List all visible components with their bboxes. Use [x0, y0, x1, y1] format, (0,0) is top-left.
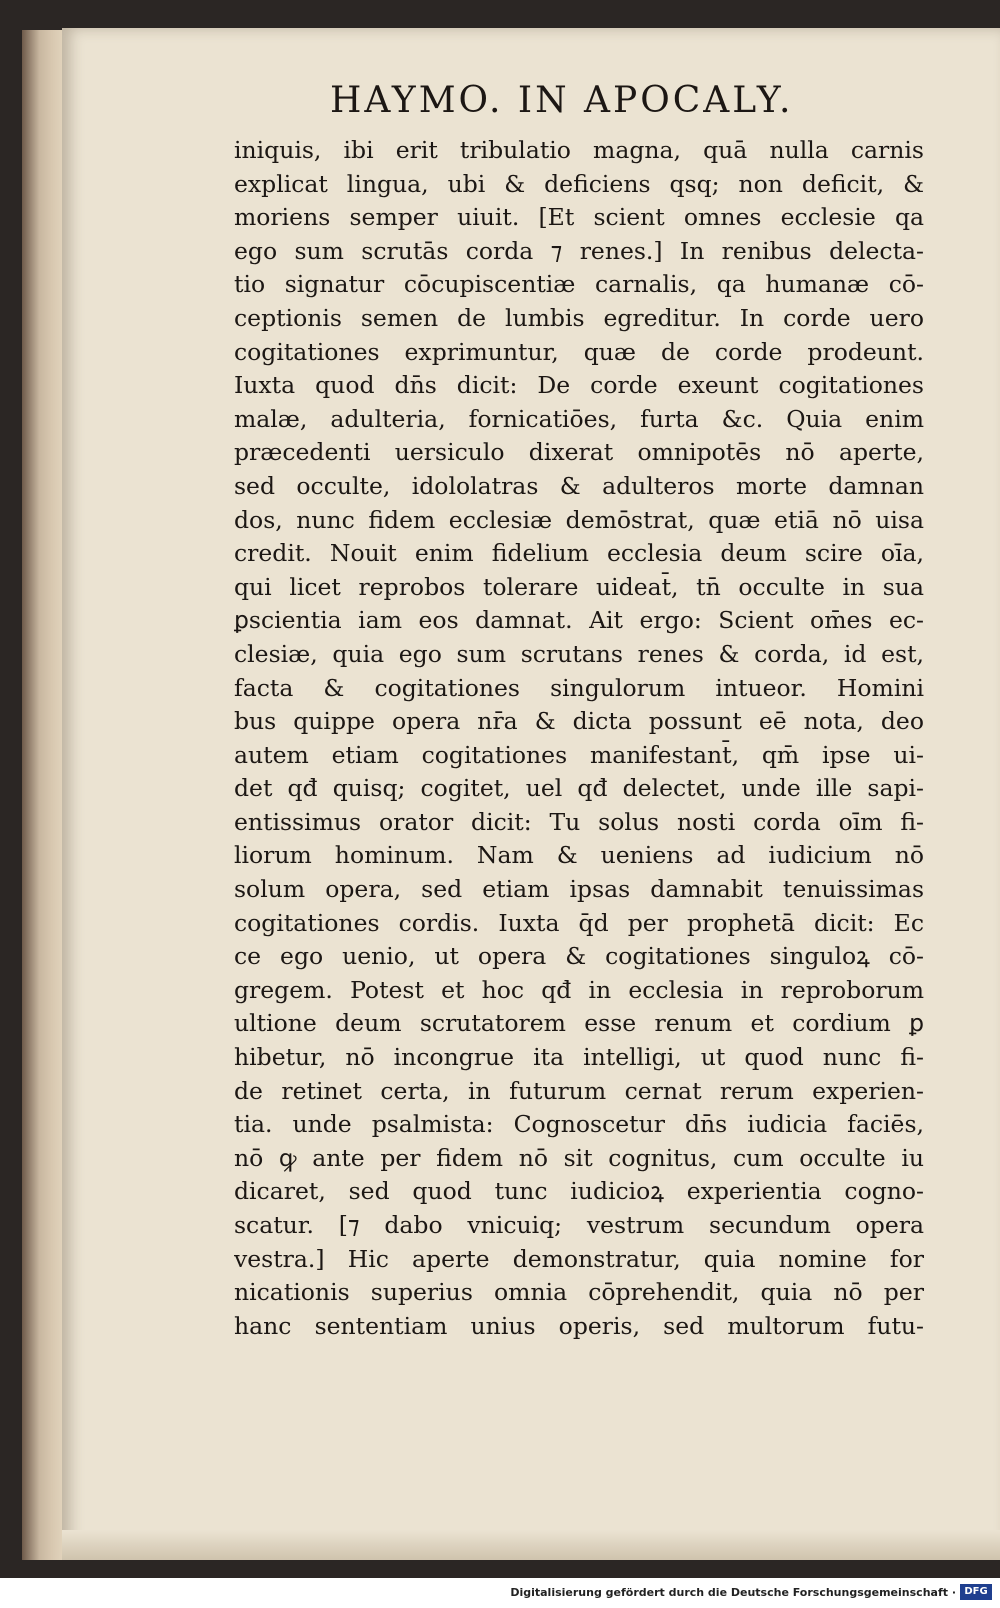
text-line: autem etiam cogitationes manifestant̄, qm̄ ipse ui-: [234, 740, 924, 769]
text-line: hanc sententiam unius operis, sed multorum futu-: [234, 1311, 924, 1340]
text-line: gregem. Potest et hoc qđ in ecclesia in reproborum: [234, 975, 924, 1004]
text-line: cogitationes exprimuntur, quæ de corde prodeunt.: [234, 337, 924, 366]
text-line: bus quippe opera nr̄a & dicta possunt eē nota, deo: [234, 707, 924, 736]
text-line: sed occulte, idololatras & adulteros morte damnan: [234, 471, 924, 500]
text-line: de retinet certa, in futurum cernat rerum experien-: [234, 1076, 924, 1105]
text-line: facta & cogitationes singulorum intueor. Homini: [234, 673, 924, 702]
text-line: liorum hominum. Nam & ueniens ad iudicium nō: [234, 841, 924, 870]
text-line: Iuxta quod dn̄s dicit: De corde exeunt cogitationes: [234, 371, 924, 400]
text-line: cogitationes cordis. Iuxta q̄d per prophetā dicit: Ec: [234, 908, 924, 937]
text-line: solum opera, sed etiam ipsas damnabit tenuissimas: [234, 875, 924, 904]
text-line: scatur. [⁊ dabo vnicuiq; vestrum secundum opera: [234, 1211, 924, 1239]
text-line: ce ego uenio, ut opera & cogitationes singuloꝝ cō-: [234, 942, 924, 971]
digitization-credit: Digitalisierung gefördert durch die Deutsche Forschungsgemeinschaft ·: [510, 1586, 956, 1599]
text-line: entissimus orator dicit: Tu solus nosti corda oīm fi-: [234, 807, 924, 836]
text-line: dicaret, sed quod tunc iudicioꝝ experientia cogno-: [234, 1177, 924, 1206]
text-line: tio signatur cōcupiscentiæ carnalis, qa humanæ cō-: [234, 270, 924, 299]
footer-bar: [0, 1578, 1000, 1608]
page-bottom-edge: [62, 1530, 1000, 1560]
dfg-logo-icon: DFG: [960, 1584, 992, 1600]
running-head: HAYMO. IN APOCALY.: [330, 80, 794, 121]
text-block: [234, 134, 924, 1343]
text-line: qui licet reprobos tolerare uideat̄, tn̄ occulte in sua: [234, 572, 924, 601]
text-line: explicat lingua, ubi & deficiens qsq; non deficit, &: [234, 169, 924, 198]
text-line: hibetur, nō incongrue ita intelligi, ut quod nunc fi-: [234, 1043, 924, 1072]
text-line: det qđ quisq; cogitet, uel qđ delectet, unde ille sapi-: [234, 774, 924, 803]
text-line: moriens semper uiuit. [Et scient omnes ecclesie qa: [234, 203, 924, 232]
text-line: vestra.] Hic aperte demonstratur, quia nomine for: [234, 1244, 924, 1273]
text-line: nicationis superius omnia cōprehendit, quia nō per: [234, 1278, 924, 1307]
text-line: malæ, adulteria, fornicatiōes, furta &c. Quia enim: [234, 404, 924, 433]
text-line: iniquis, ibi erit tribulatio magna, quā nulla carnis: [234, 136, 924, 164]
text-line: clesiæ, quia ego sum scrutans renes & corda, id est,: [234, 639, 924, 668]
text-line: ꝑscientia iam eos damnat. Ait ergo: Scient om̄es ec-: [234, 606, 924, 635]
text-line: ultione deum scrutatorem esse renum et cordium ꝑ: [234, 1009, 924, 1038]
text-line: præcedenti uersiculo dixerat omnipotēs nō aperte,: [234, 438, 924, 467]
text-line: tia. unde psalmista: Cognoscetur dn̄s iudicia faciēs,: [234, 1110, 924, 1139]
text-line: ceptionis semen de lumbis egreditur. In corde uero: [234, 303, 924, 332]
text-line: nō ꝙ ante per fidem nō sit cognitus, cum occulte iu: [234, 1143, 924, 1172]
text-line: ego sum scrutās corda ⁊ renes.] In renibus delecta-: [234, 236, 924, 265]
text-line: dos, nunc fidem ecclesiæ demōstrat, quæ etiā nō uisa: [234, 505, 924, 534]
text-line: credit. Nouit enim fidelium ecclesia deum scire oīa,: [234, 539, 924, 568]
